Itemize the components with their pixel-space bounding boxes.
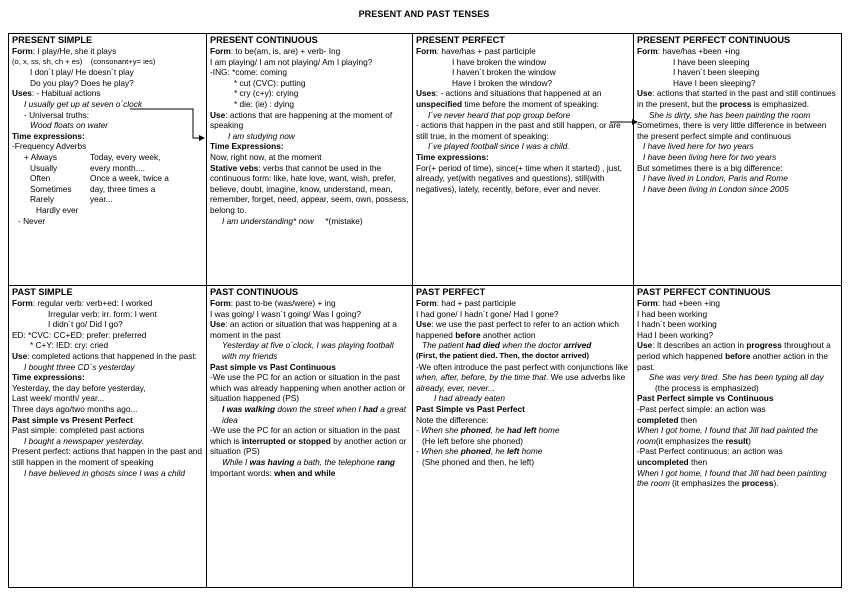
affirmative-form: I have been sleeping [673,56,750,67]
stative-verbs-label: Stative vebs [210,162,259,173]
use-emphasis: progress [746,340,782,351]
example-text: home [519,446,543,457]
rule-emphasis: uncompleted [637,456,689,467]
comparison-label: Past simple vs Past Continuous [210,361,336,372]
time-expression-last: Last week/ month/ year... [12,393,105,404]
negative-form: I haven´t been sleeping [673,67,760,78]
time-expression-item: Today, every week, [90,151,161,162]
rule-simple: -Past perfect simple: an action was [637,403,766,414]
rule-continuous: -Past Perfect continuous: an action was [637,446,783,457]
time-expressions-text: For(+ period of time), since(+ time when it started) , just, already, yet(with negatives and questions), still(with negatives), lately, recently, before, ever and never. [416,162,623,194]
example-verb: had left [506,425,537,436]
uses-label: Uses [416,88,436,99]
present-continuous-cell [207,34,413,286]
example-painted: When I got home, I found that Jill had painted the room [637,425,818,446]
present-perfect-definition: Present perfect: actions that happen in the past and still happen in the moment of speaking [12,446,203,467]
rule-continuous-end: then [688,456,708,467]
negative-form: I don´t play/ He doesn´t play [30,67,134,78]
example-note: ). [773,478,779,489]
example-text: , he [490,425,507,436]
example-newspaper: I bought a newspaper yesterday. [24,435,144,446]
use-emphasis: before [455,329,481,340]
ing-rule-die: * die: (ie) : dying [234,98,294,109]
adverb-never: - Never [18,215,46,226]
uses-label: Uses [12,88,32,99]
important-words-label: Important words: [210,467,275,478]
uses-text: : - actions and situations that happened at an [435,88,602,99]
form-text: : have/has + past participle [436,46,536,56]
present-perfect-continuous-heading: PRESENT PERFECT CONTINUOUS [637,35,791,45]
uses-text-end: time before the moment of speaking: [462,98,600,109]
frequency-adverbs: -Frequency Adverbs [12,141,87,152]
time-expression-item: year... [90,194,113,205]
time-expressions-label: Time expressions: [12,130,85,141]
document-title: PRESENT AND PAST TENSES [358,9,490,19]
form-text: : had + past participle [436,298,516,308]
example-eaten: I had already eaten [434,393,506,404]
example-ghosts: I have believed in ghosts since I was a child [24,467,185,478]
past-perfect-heading: PAST PERFECT [416,287,486,297]
example-text: The patient [422,340,466,351]
present-simple-cell [9,34,207,286]
present-simple-heading: PRESENT SIMPLE [12,35,93,45]
adverbs-block [12,152,203,205]
present-perfect-continuous-cell [634,34,842,286]
form-examples: I had gone/ I hadn´t gone/ Had I gone? [416,308,559,319]
use-label: Use [637,340,653,351]
example-verb: rang [376,456,395,467]
time-expression-ago: Three days ago/two months ago... [12,403,138,414]
mistake-note: *(mistake) [325,215,363,226]
ing-rule-cut: * cut (CVC): putting [234,77,306,88]
example-typing: She was very tired. She has been typing all day [649,372,824,383]
adverb-item: Often [30,173,51,184]
time-expressions-label: Time Expressions: [210,141,284,152]
use-label: Use [416,319,432,330]
past-simple-cell [9,286,207,588]
explanation-then-left: (She phoned and then, he left) [422,456,535,467]
example-text: - When she [416,446,461,457]
present-perfect-cell [413,34,634,286]
example-text: While I [222,456,250,467]
example-verb: had [363,403,378,414]
affirmative-form: I have broken the window [452,56,547,67]
example-text: , he [490,446,507,457]
use-label: Use [210,109,226,120]
use-text-end: another action in the past. [637,350,828,372]
form-label: Form [12,46,33,56]
time-expression-item: day, three times a [90,183,156,194]
rule-simple-end: then [678,414,697,425]
conjunctions-list: when, after, before, by the time that [416,372,547,383]
example-london-simple: I have lived in London, Paris and Rome [643,173,788,184]
comparison-label: Past simple vs Present Perfect [12,414,133,425]
form-text: : had +been +ing [657,298,721,308]
question-form: Have I been sleeping? [673,77,756,88]
adverb-item: Rarely [30,194,54,205]
form-examples: I am playing/ I am not playing/ Am I playing? [210,56,373,67]
use-emphasis: before [725,350,751,361]
example-note: (it emphasizes the [655,435,726,446]
use-text: throughout a period which happened [637,340,831,361]
time-expression-item: every month.... [90,162,145,173]
conjunctions-rule: -We often introduce the past perfect with conjunctions like [416,361,628,372]
use-text-end: another action [480,329,536,340]
use-text: : completed actions that happened in the past: [27,350,197,361]
ing-rule-cry: * cry (c+y): crying [234,88,299,99]
time-expressions-label: Time expressions: [12,372,85,383]
use-text: : actions that started in the past and still continues in the present, but the [637,88,836,109]
form-label: Form [210,298,231,308]
adverb-item: + Always [24,151,57,162]
form-text: : past to-be (was/were) + ing [230,298,336,308]
use-text: : we use the past perfect to refer to an action which happened [416,319,619,340]
past-continuous-heading: PAST CONTINUOUS [210,287,299,297]
form-label: Form [12,298,33,308]
example-note: ) [748,435,751,446]
adverb-item: Usually [30,162,58,173]
example-emphasis: result [725,435,749,446]
uses-emphasis: unspecified [416,98,463,109]
tenses-table [8,33,842,588]
form-text: : to be(am, is, are) + verb- Ing [230,46,341,56]
affirmative-form: I had been working [637,308,708,319]
ed-rule-cvc: ED: *CVC: CC+ED: prefer: preferred [12,329,147,340]
big-difference-note: But sometimes there is a big difference: [637,162,783,173]
time-expressions-label: Time expressions: [416,151,489,162]
question-form: Do you play? Does he play? [30,77,134,88]
rule-already-happening: -We use the PC for an action or situation in the past which was already happening when another action or situation happened (PS) [210,372,406,404]
uses-still-happen: - actions that happen in the past and still happen, or are still true, in the moment of speaking: [416,120,621,141]
use-text: : an action or situation that was happening at a moment in the past [210,319,397,340]
example-note: (it emphasizes the [669,478,742,489]
example-london-continuous: I have been living in London since 2005 [643,183,789,194]
form-label: Form [416,298,437,308]
example-habitual: I usually get up at seven o´clock [24,98,143,109]
rule-interrupted: -We use the PC for an action or situation in the past which is [210,425,400,446]
example-explanation: (First, the patient died. Then, the doctor arrived) [416,350,589,360]
example-football: I´ve played football since I was a child. [428,141,570,152]
comparison-label: Past Perfect simple vs Continuous [637,393,774,404]
present-continuous-heading: PRESENT CONTINUOUS [210,35,318,45]
example-text: a bath, the telephone [294,456,377,467]
little-difference-note: Sometimes, there is very little difference in between the present perfect simple and continuous [637,120,827,141]
explanation-left-before: (He left before she phoned) [422,435,524,446]
adverb-item: Sometimes [30,183,72,194]
example-text: - When she [416,425,461,436]
adverbs-list: already, ever, never... [416,382,495,393]
form-label: Form [210,46,231,56]
use-text: : actions that are happening at the moment of speaking [210,109,393,131]
example-text: down the street when I [275,403,364,414]
question-form: Had I been working? [637,329,714,340]
example-lived: I have lived here for two years [643,141,754,152]
uses-text: : - Habitual actions [31,88,101,99]
example-now: I am studying now [228,130,295,141]
example-emphasis: process [741,478,774,489]
example-living: I have been living here for two years [643,151,777,162]
negative-form: I hadn´t been working [637,319,717,330]
example-never-heard: I´ve never heard that pop group before [428,109,571,120]
rule-emphasis: completed [637,414,679,425]
example-been-painting: When I got home, I found that Jill had been painting the room [637,467,827,489]
use-text: : It describes an action in [652,340,747,351]
example-note: (the process is emphasized) [655,382,759,393]
form-label: Form [416,46,437,56]
rule-emphasis: interrupted or stopped [241,435,331,446]
spelling-rule-ies: (consonant+y= ies) [90,56,156,66]
universal-truths: - Universal truths: [24,109,90,120]
rule-interrupted-end: by another action or situation (PS) [210,435,407,457]
time-expression-item: Once a week, twice a [90,173,169,184]
example-verb: arrived [563,340,592,351]
past-perfect-continuous-cell [634,286,842,588]
example-football: Yesterday at five o´clock, I was playing football with my friends [222,340,394,361]
past-simple-heading: PAST SIMPLE [12,287,73,297]
spelling-rule-es: (o, x, ss, sh, ch + es) [12,56,83,66]
form-text: : have/has +been +ing [657,46,740,56]
use-label: Use [210,319,226,330]
example-verb: was having [249,456,295,467]
time-expressions-text: Now, right now, at the moment [210,151,322,162]
example-mistake: I am understanding* now [222,215,314,226]
use-label: Use [637,88,653,99]
adverb-item: Hardly ever [36,204,79,215]
form-text: : I play/He, she it plays [32,46,117,56]
example-universal: Wood floats on water [30,120,108,131]
past-simple-definition: Past simple: completed past actions [12,425,145,436]
important-words: when and while [274,467,336,478]
example-verb: phoned [460,425,491,436]
use-emphasis: process [719,98,752,109]
form-text: : regular verb: verb+ed: I worked [32,298,153,308]
form-examples: I was going/ I wasn´t going/ Was I going? [210,308,361,319]
difference-note: Note the difference: [416,414,489,425]
example-painting: She is dirty, she has been painting the room [649,109,811,120]
comparison-label: Past Simple vs Past Perfect [416,403,525,414]
example-cds: I bought three CD´s yesterday [24,361,135,372]
negative-question-form: I didn´t go/ Did I go? [48,319,123,330]
stative-verbs-text: : verbs that cannot be used in the continuous form: like, hate love, want, wish, prefer, believe, doubt, imagine, know, understand, mean, remember, forget, need, appear, seem, own, possess, belong to. [210,162,409,215]
example-text: home [536,425,560,436]
adverbs-rule: . We use adverbs like [546,372,626,383]
example-verb: had died [465,340,500,351]
past-perfect-cell [413,286,634,588]
form-label: Form [637,298,658,308]
time-expression-yesterday: Yesterday, the day before yesterday, [12,382,146,393]
past-perfect-continuous-heading: PAST PERFECT CONTINUOUS [637,287,771,297]
example-verb: I was walking [222,403,276,414]
question-form: Have I broken the window? [452,77,553,88]
use-label: Use [12,350,28,361]
negative-form: I haven´t broken the window [452,67,556,78]
ed-rule-cy: * C+Y: IED: cry: cried [30,340,109,351]
form-label: Form [637,46,658,56]
irregular-form: Irregular verb: irr. form: I went [48,308,157,319]
ing-rule-come: -ING: *come: coming [210,67,287,78]
present-perfect-heading: PRESENT PERFECT [416,35,505,45]
example-verb: left [506,446,520,457]
past-continuous-cell [207,286,413,588]
example-verb: phoned [460,446,491,457]
use-text-end: is emphasized. [751,98,810,109]
example-text: when the doctor [499,340,564,351]
example-text: a great idea [222,403,407,425]
